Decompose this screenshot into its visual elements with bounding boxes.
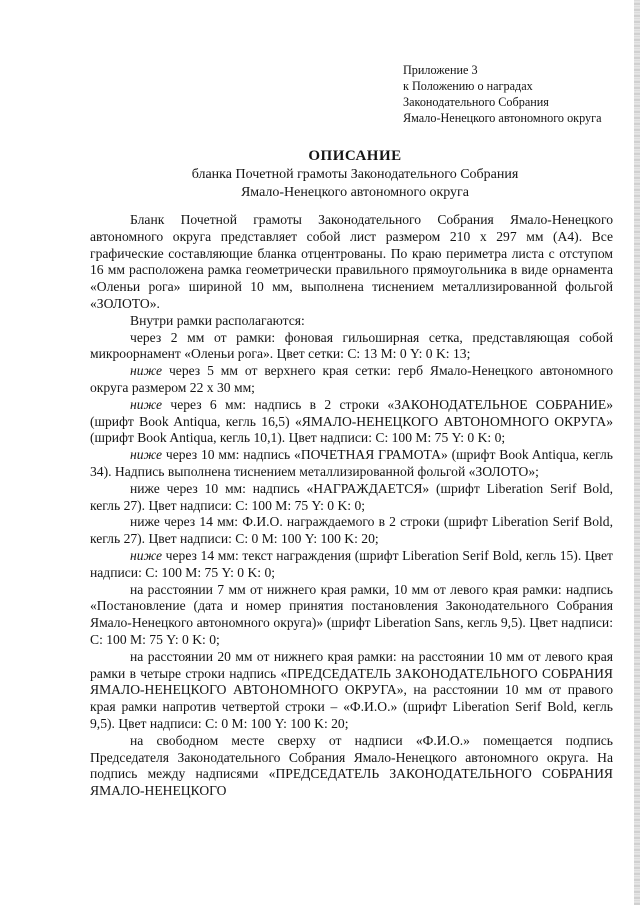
- paragraph: [90, 447, 613, 481]
- paragraph: на расстоянии 20 мм от нижнего края рамки: на расстоянии 10 мм от левого края рамки в четыре строки надпись «ПРЕДСЕДАТЕЛЬ ЗАКОНОДАТЕЛЬНОГО СОБРАНИЯ ЯМАЛО-НЕНЕЦКОГО АВТОНОМНОГО ОКРУГА», на расстоянии 10 мм от правого края рамки напротив четвертой строки – «Ф.И.О.» (шрифт Liberation Serif Bold, кегль 9,5). Цвет надписи: С: 0 М: 100 Y: 100 K: 20;: [90, 648, 613, 731]
- paragraph-lead: ниже: [130, 396, 163, 412]
- paragraph: [90, 397, 613, 447]
- document-title: ОПИСАНИЕ: [308, 148, 402, 164]
- appendix-header: [403, 62, 602, 126]
- appendix-line: к Положению о наградах: [403, 79, 533, 93]
- paragraph-lead: ниже: [130, 363, 163, 379]
- paragraph: [90, 548, 613, 582]
- appendix-line: Ямало-Ненецкого автономного округа: [403, 111, 602, 125]
- paragraph: на расстоянии 7 мм от нижнего края рамки, 10 мм от левого края рамки: надпись «Постановление (дата и номер принятия постановления Законодательного Собрания Ямало-Ненецкого автономного округа)» (шрифт Liberation Sans, кегль 9,5). Цвет надписи: С: 100 М: 75 Y: 0 K: 0;: [90, 581, 613, 647]
- paragraph: [90, 363, 613, 397]
- paragraph: ниже через 14 мм: Ф.И.О. награждаемого в 2 строки (шрифт Liberation Serif Bold, кегль 27). Цвет надписи: С: 0 М: 100 Y: 100 K: 20;: [90, 514, 613, 547]
- appendix-line: Законодательного Собрания: [403, 95, 549, 109]
- paragraph: через 2 мм от рамки: фоновая гильоширная сетка, представляющая собой микроорнамент «Оленьи рога». Цвет сетки: С: 13 М: 0 Y: 0 K: 13;: [90, 329, 613, 362]
- document-subtitle: Ямало-Ненецкого автономного округа: [240, 185, 470, 200]
- document-subtitle: бланка Почетной грамоты Законодательного Собрания: [191, 167, 519, 182]
- paragraph-text: через 10 мм: надпись «ПОЧЕТНАЯ ГРАМОТА» (шрифт Book Antiqua, кегль 34). Надпись выполнена тиснением металлизированной фольгой «ЗОЛОТО»;: [90, 447, 613, 479]
- paragraph: ниже через 10 мм: надпись «НАГРАЖДАЕТСЯ» (шрифт Liberation Serif Bold, кегль 27). Цвет надписи: С: 100 М: 75 Y: 0 K: 0;: [90, 480, 613, 513]
- paragraph-lead: ниже: [130, 547, 163, 563]
- paragraph: Бланк Почетной грамоты Законодательного Собрания Ямало-Ненецкого автономного округа представляет собой лист размером 210 х 297 мм (А4). Все графические составляющие бланка отцентрованы. По краю периметра листа с отступом 16 мм расположена рамка геометрически правильного прямоугольника в виде орнамента «Оленьи рога» шириной 10 мм, выполнена тиснением металлизированной фольгой «ЗОЛОТО».: [90, 212, 613, 311]
- scan-edge-artifact: [634, 0, 640, 905]
- paragraph: на свободном месте сверху от надписи «Ф.И.О.» помещается подпись Председателя Законодательного Собрания Ямало-Ненецкого автономного округа. На подпись между надписями «ПРЕДСЕДАТЕЛЬ ЗАКОНОДАТЕЛЬНОГО СОБРАНИЯ ЯМАЛО-НЕНЕЦКОГО: [90, 732, 613, 799]
- document-body: [90, 212, 613, 800]
- paragraph-text: через 6 мм: надпись в 2 строки «ЗАКОНОДАТЕЛЬНОЕ СОБРАНИЕ» (шрифт Book Antiqua, кегль 16,5) «ЯМАЛО-НЕНЕЦКОГО АВТОНОМНОГО ОКРУГА» (шрифт Book Antiqua, кегль 10,1). Цвет надписи: С: 100 М: 75 Y: 0 K: 0;: [90, 396, 613, 446]
- appendix-line: Приложение 3: [403, 63, 478, 77]
- paragraph-lead: ниже: [130, 447, 163, 463]
- document-heading: [90, 146, 620, 202]
- paragraph-text: через 5 мм от верхнего края сетки: герб Ямало-Ненецкого автономного округа размером 22 х 30 мм;: [90, 363, 613, 395]
- paragraph-text: через 14 мм: текст награждения (шрифт Liberation Serif Bold, кегль 15). Цвет надписи: С: 100 М: 75 Y: 0 K: 0;: [90, 547, 613, 580]
- paragraph: Внутри рамки располагаются:: [130, 312, 305, 328]
